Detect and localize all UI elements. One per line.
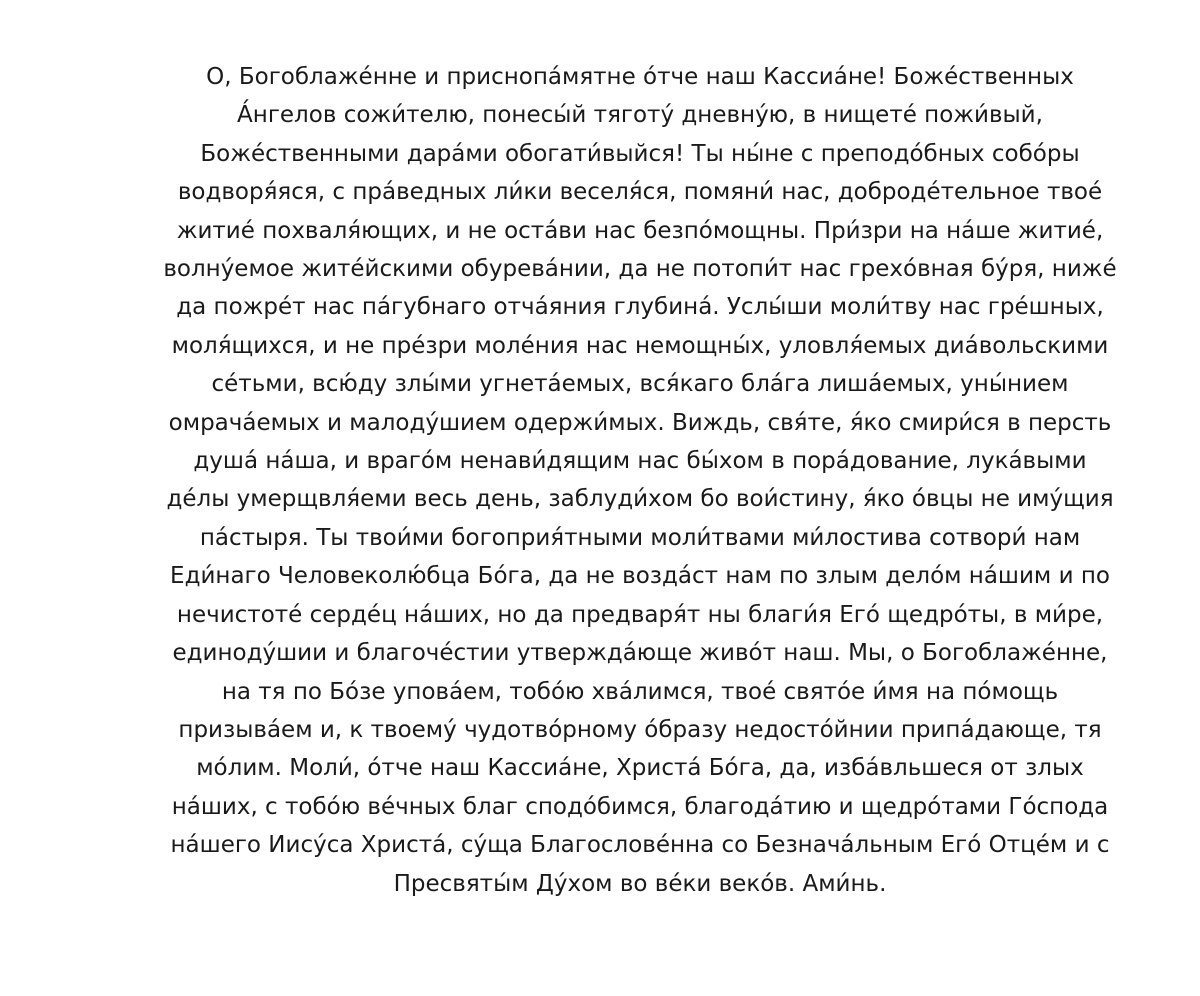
prayer-line: да пожре́т нас па́губнаго отча́яния глубина́. Услы́ши моли́тву нас гре́шных, xyxy=(176,294,1104,321)
prayer-line: Боже́ственными дара́ми обогати́выйся! Ты ны́не с преподо́бных собо́ры xyxy=(200,140,1080,167)
prayer-line: призыва́ем и, к твоему́ чудотво́рному о́бразу недосто́йнии припа́дающе, тя xyxy=(178,716,1102,743)
prayer-line: моля́щихся, и не пре́зри моле́ния нас немощны́х, уловля́емых диа́вольскими xyxy=(171,332,1109,359)
prayer-text xyxy=(140,58,1140,903)
prayer-line: водворя́яся, с пра́ведных ли́ки веселя́ся, помяни́ нас, доброде́тельное твое́ xyxy=(177,179,1103,206)
prayer-line: Еди́наго Человеколю́бца Бо́га, да не возда́ст нам по злым дело́м на́шим и по xyxy=(170,563,1110,590)
prayer-line: О, Богоблаже́нне и приснопа́мятне о́тче наш Кассиа́не! Боже́ственных xyxy=(206,64,1074,90)
prayer-line: се́тьми, всю́ду злы́ми угнета́емых, вся́каго бла́га лиша́емых, уны́нием xyxy=(211,371,1069,398)
prayer-line: волну́емое жите́йскими обурева́нии, да не потопи́т нас грехо́вная бу́ря, ниже́ xyxy=(163,256,1117,283)
prayer-line: на́ших, с тобо́ю ве́чных благ сподо́бимся, благода́тию и щедро́тами Го́спода xyxy=(171,793,1109,820)
prayer-line: душа́ на́ша, и враго́м ненави́дящим нас бы́хом в пора́дование, лука́выми xyxy=(193,448,1087,475)
prayer-line: на́шего Иису́са Христа́, су́ща Благослове́нна со Безнача́льным Его́ Отце́м и с xyxy=(170,832,1110,859)
prayer-line: де́лы умерщвля́еми весь день, заблуди́хом бо вои́стину, я́ко о́вцы не иму́щия xyxy=(166,486,1114,513)
prayer-line: Пресвяты́м Ду́хом во ве́ки веко́в. Ами́нь. xyxy=(393,870,887,897)
prayer-line: омрача́емых и малоду́шием одержи́мых. Виждь, свя́те, я́ко смири́ся в персть xyxy=(168,409,1112,436)
prayer-line: на тя по Бо́зе упова́ем, тобо́ю хва́лимся, твое́ свято́е и́мя на по́мощь xyxy=(221,678,1059,705)
prayer-line: житие́ похваля́ющих, и не оста́ви нас безпо́мощны. При́зри на на́ше житие́, xyxy=(176,217,1104,244)
prayer-line: па́стыря. Ты твои́ми богоприя́тными моли́твами ми́лостива сотвори́ нам xyxy=(199,524,1081,551)
prayer-line: единоду́шии и благоче́стии утвержда́юще живо́т наш. Мы, о Богоблаже́нне, xyxy=(172,640,1108,667)
prayer-line: А́нгелов сожи́телю, понесы́й тяготу́ дневну́ю, в нищете́ пожи́вый, xyxy=(237,102,1043,129)
prayer-line: мо́лим. Моли́, о́тче наш Кассиа́не, Христа́ Бо́га, да, изба́вльшеся от злых xyxy=(196,755,1084,782)
prayer-line: нечистоте́ серде́ц на́ших, но да предваря́т ны благи́я Его́ щедро́ты, в ми́ре, xyxy=(176,601,1104,628)
